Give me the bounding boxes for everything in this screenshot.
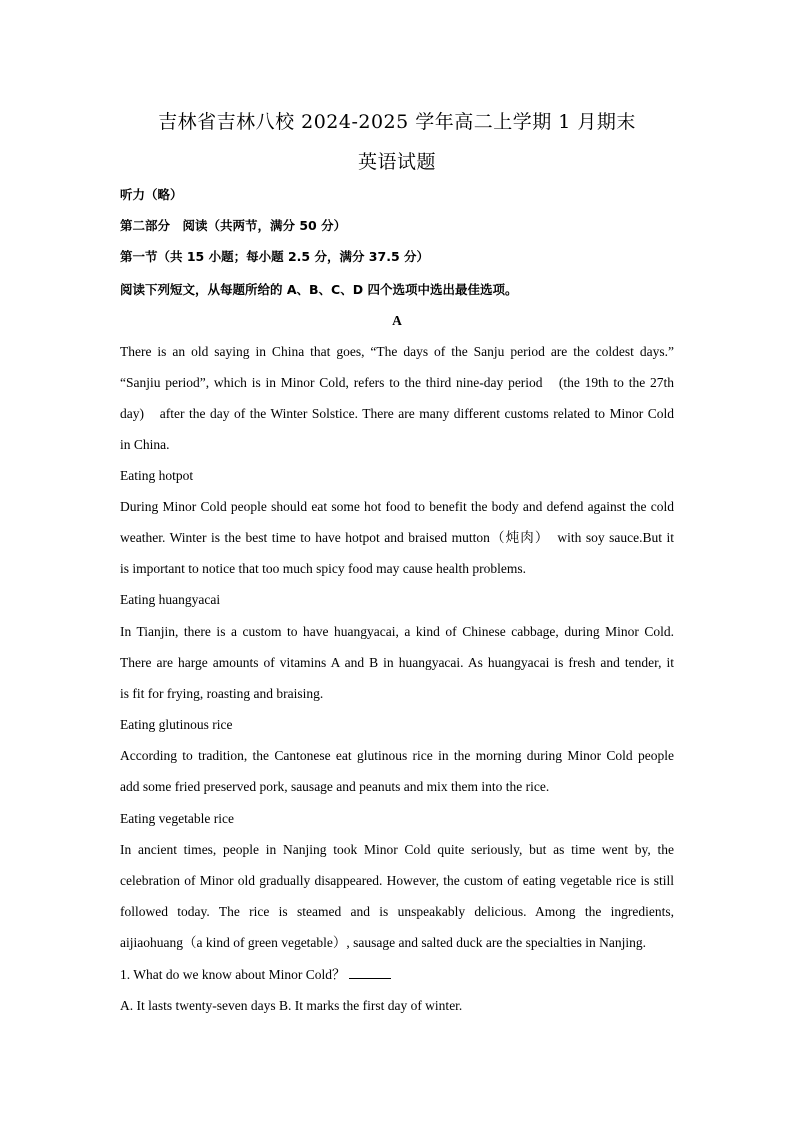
subheading-vegetable: Eating vegetable rice <box>120 811 234 826</box>
question-1 <box>120 966 674 983</box>
passage-label: A <box>392 313 402 328</box>
passage-line: There is an old saying in China that goes, “The days of the Sanju period are the coldest days.” <box>120 344 674 359</box>
passage-line: There are harge amounts of vitamins A and B in huangyacai. As huangyacai is fresh and tender, it <box>120 655 674 670</box>
subheading-glutinous: Eating glutinous rice <box>120 717 233 732</box>
part-two-heading: 第二部分 阅读（共两节，满分 50 分） <box>120 218 347 233</box>
question-stem: 1. What do we know about Minor Cold？ <box>120 967 346 982</box>
reading-instructions: 阅读下列短文，从每题所给的 A、B、C、D 四个选项中选出最佳选项。 <box>120 282 518 297</box>
listening-note: 听力（略） <box>120 187 183 202</box>
answer-blank <box>349 966 391 979</box>
passage-line: is fit for frying, roasting and braising. <box>120 686 324 701</box>
passage-line: “Sanjiu period”, which is in Minor Cold, refers to the third nine-day period (the 19th to the 27th <box>120 375 674 390</box>
passage-line: According to tradition, the Cantonese eat glutinous rice in the morning during Minor Cold people <box>120 748 674 763</box>
exam-subtitle: 英语试题 <box>357 151 436 173</box>
passage-line: weather. Winter is the best time to have hotpot and braised mutton（炖肉） with soy sauce.But it <box>120 530 674 545</box>
passage-line: In Tianjin, there is a custom to have huangyacai, a kind of Chinese cabbage, during Minor Cold. <box>120 624 674 639</box>
passage-line: celebration of Minor old gradually disappeared. However, the custom of eating vegetable rice is still <box>120 873 674 888</box>
subheading-huangyacai: Eating huangyacai <box>120 592 221 607</box>
passage-line: In ancient times, people in Nanjing took Minor Cold quite seriously, but as time went by, the <box>120 842 674 857</box>
passage-line: day) after the day of the Winter Solstice. There are many different customs related to Minor Cold <box>120 406 674 421</box>
passage-line: in China. <box>120 437 170 452</box>
passage-line: aijiaohuang（a kind of green vegetable）, sausage and salted duck are the specialties in Nanjing. <box>120 935 646 950</box>
question-1-options: A. It lasts twenty-seven days B. It marks the first day of winter. <box>120 998 463 1013</box>
exam-title: 吉林省吉林八校 2024-2025 学年高二上学期 1 月期末 <box>158 111 636 133</box>
passage-line: followed today. The rice is steamed and is unspeakably delicious. Among the ingredients, <box>120 904 674 919</box>
passage-line: is important to notice that too much spicy food may cause health problems. <box>120 561 527 576</box>
subheading-hotpot: Eating hotpot <box>120 468 194 483</box>
section-one-heading: 第一节（共 15 小题；每小题 2.5 分，满分 37.5 分） <box>120 249 429 264</box>
passage-line: During Minor Cold people should eat some hot food to benefit the body and defend against the cold <box>120 499 674 514</box>
passage-line: add some fried preserved pork, sausage and peanuts and mix them into the rice. <box>120 779 550 794</box>
